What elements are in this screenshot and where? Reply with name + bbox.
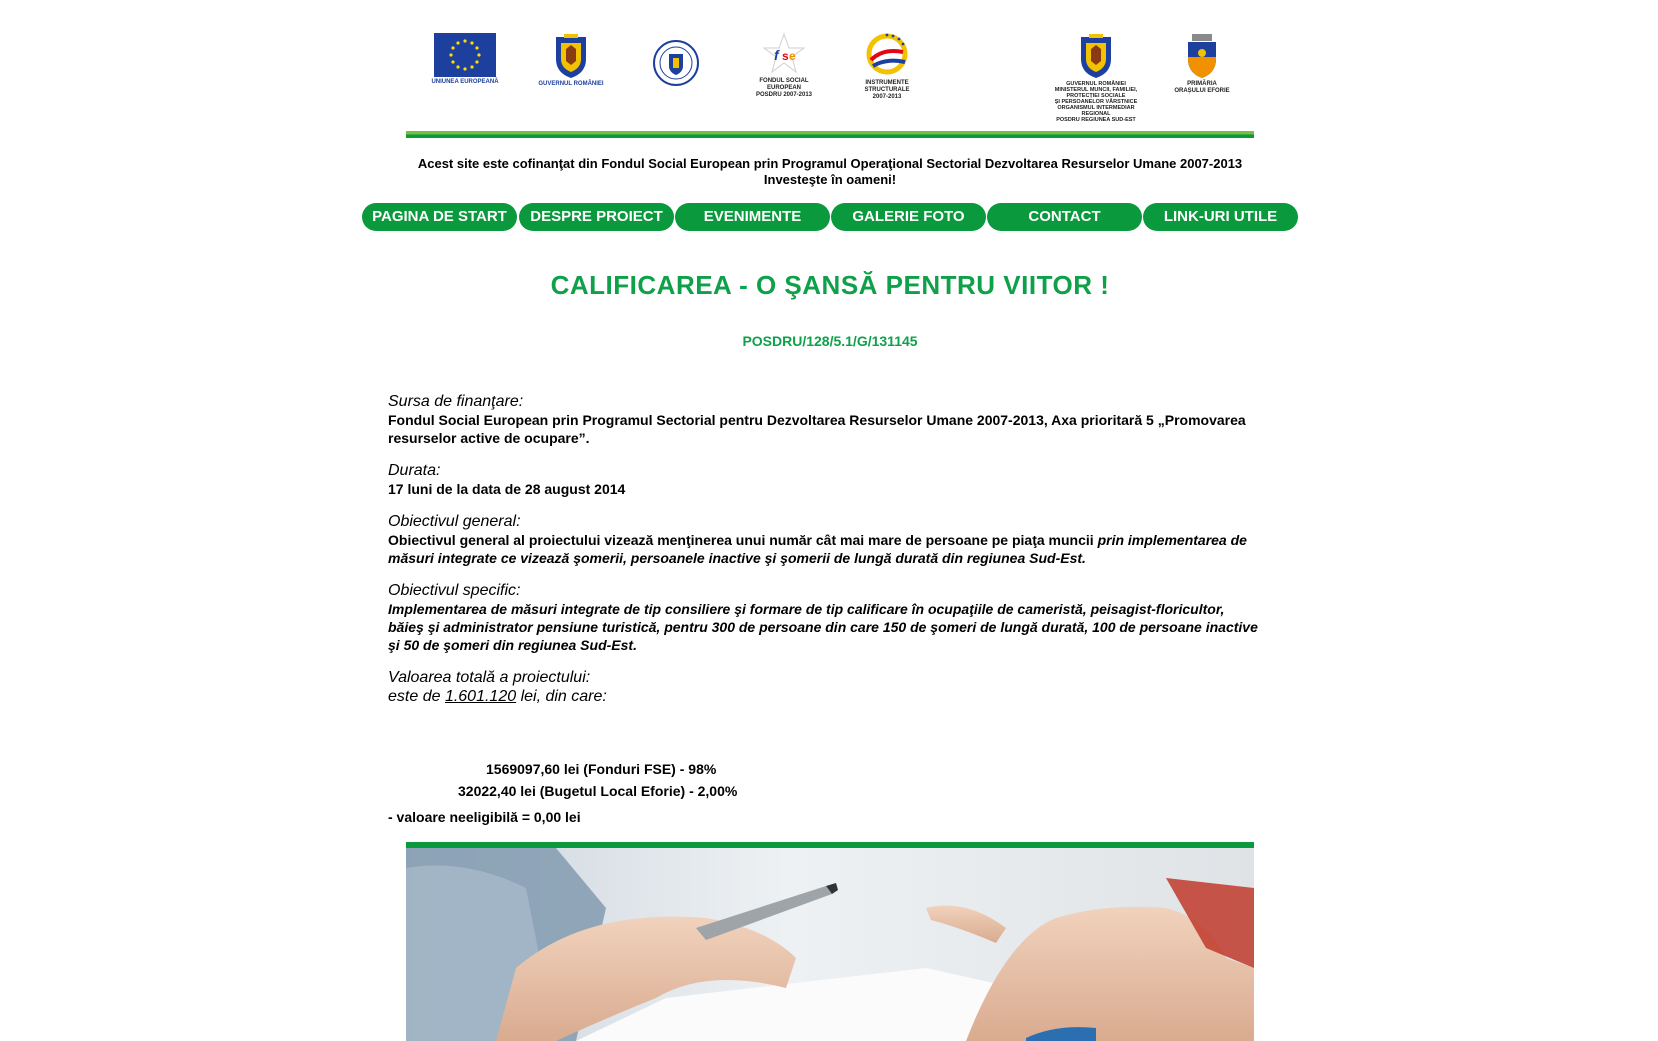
seal-icon [653, 40, 699, 86]
specific-objective-body: Implementarea de măsuri integrate de tip consiliere şi formare de tip calificare în ocupaţiile de cameristă, peisagist-floricultor, băieş şi administrator pensiune turistică, pentru 300 de persoane din care 150 de şomeri de lungă durată, 100 de persoane inactive şi 50 de şomeri din regiunea Sud-Est. [388, 601, 1258, 653]
fse-caption-line: FONDUL SOCIAL EUROPEAN [759, 78, 809, 91]
general-objective-text-italic: prin implementarea de măsuri integrate ce vizează şomerii, persoanele inactive şi şomerii de lungă durată din regiunea Sud-Est. [388, 532, 1247, 566]
eforie-town-hall-logo [1160, 33, 1244, 95]
seal-logo [652, 40, 700, 86]
eu-flag-icon [434, 33, 496, 77]
banner-photo [406, 848, 1254, 1041]
nav-events[interactable]: EVENIMENTE [675, 203, 830, 231]
town-crest-icon [1185, 33, 1219, 79]
total-value-amount: 1.601.120 [444, 688, 517, 705]
logo-bar [0, 0, 1658, 130]
svg-text:f: f [774, 47, 779, 63]
cofinancing-notice [380, 156, 1280, 188]
nav-about[interactable]: DESPRE PROIECT [519, 203, 674, 231]
duration-body: 17 luni de la data de 28 august 2014 [388, 481, 626, 497]
ministry-caption-line: PROTECȚIEI SOCIALE [1066, 93, 1126, 99]
fse-caption-line: POSDRU 2007-2013 [755, 92, 813, 98]
total-value-line [388, 687, 1258, 706]
total-value-prefix: este de [388, 688, 445, 705]
svg-text:e: e [789, 49, 796, 63]
ministry-caption [1046, 81, 1146, 123]
eforie-caption-line: PRIMĂRIA [1187, 81, 1217, 87]
total-value-heading: Valoarea totală a proiectului: [388, 669, 591, 686]
coat-of-arms-icon [554, 33, 588, 79]
page-title: CALIFICAREA - O ŞANSĂ PENTRU VIITOR ! [550, 270, 1110, 300]
ineligible-amount: - valoare neeligibilă = 0,00 lei [388, 809, 581, 825]
svg-text:s: s [782, 49, 789, 63]
structural-instruments-logo [846, 30, 928, 101]
duration-heading: Durata: [388, 462, 441, 479]
cofinancing-slogan: Investeşte în oameni! [763, 172, 897, 187]
source-heading: Sursa de finanţare: [388, 393, 524, 410]
local-budget-amount: 32022,40 lei (Bugetul Local Eforie) - 2,00% [458, 783, 738, 799]
eforie-caption [1160, 81, 1244, 95]
nav-home[interactable]: PAGINA DE START [362, 203, 517, 231]
general-objective-text: Obiectivul general al proiectului vizează menţinerea unui număr cât mai mare de persoane pe piaţa muncii [388, 532, 1098, 548]
ministry-caption-line: MINISTERUL MUNCII, FAMILIEI, [1054, 87, 1138, 93]
eu-flag-logo [430, 33, 500, 86]
ministry-caption-line: POSDRU REGIUNEA SUD-EST [1056, 117, 1136, 123]
structural-caption-line: INSTRUMENTE STRUCTURALE [864, 80, 910, 93]
fse-caption [742, 78, 826, 99]
romanian-government-logo [536, 33, 606, 88]
ministry-caption-line: ORGANISMUL INTERMEDIAR REGIONAL [1057, 105, 1135, 117]
project-details [388, 392, 1258, 706]
general-objective-heading: Obiectivul general: [388, 513, 521, 530]
fse-star-icon [760, 32, 808, 76]
general-objective-body [388, 531, 1258, 567]
total-value-suffix: lei, din care: [516, 688, 607, 705]
ministry-caption-line: ȘI PERSOANELOR VÂRSTNICE [1054, 99, 1138, 105]
writing-hands-image [406, 848, 1254, 1041]
fse-logo [742, 32, 826, 99]
coat-of-arms-icon [1079, 33, 1113, 79]
ministry-logo [1046, 33, 1146, 123]
nav-links[interactable]: LINK-URI UTILE [1143, 203, 1298, 231]
eforie-caption-line: ORAȘULUI EFORIE [1174, 88, 1230, 94]
cofinancing-line: Acest site este cofinanţat din Fondul Social European prin Programul Operaţional Sectorial Dezvoltarea Resurselor Umane 2007-2013 [417, 156, 1243, 171]
structural-caption [846, 80, 928, 101]
structural-caption-line: 2007-2013 [872, 94, 902, 100]
source-body: Fondul Social European prin Programul Sectorial pentru Dezvoltarea Resurselor Umane 2007-2013, Axa prioritară 5 „Promovarea resurselor active de ocupare”. [388, 412, 1246, 446]
government-caption: GUVERNUL ROMÂNIEI [538, 81, 604, 87]
structural-instruments-icon [863, 30, 911, 78]
eu-caption: UNIUNEA EUROPEANĂ [431, 79, 499, 85]
nav-contact[interactable]: CONTACT [987, 203, 1142, 231]
specific-objective-heading: Obiectivul specific: [388, 582, 521, 599]
ministry-caption-line: GUVERNUL ROMÂNIEI [1066, 81, 1126, 87]
header-divider [406, 131, 1254, 138]
project-code: POSDRU/128/5.1/G/131145 [742, 333, 918, 349]
fse-amount: 1569097,60 lei (Fonduri FSE) - 98% [486, 761, 717, 777]
nav-gallery[interactable]: GALERIE FOTO [831, 203, 986, 231]
